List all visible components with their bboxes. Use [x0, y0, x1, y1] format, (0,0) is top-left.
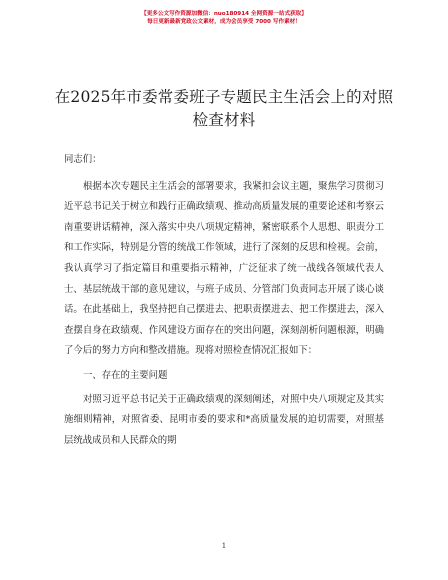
- document-title: 在2025年市委常委班子专题民主生活会上的对照检查材料: [54, 88, 394, 129]
- document-body: [64, 150, 384, 451]
- intro-paragraph: 根据本次专题民主生活会的部署要求，我紧扣会议主题，聚焦学习贯彻习近平总书记关于树立和践行正确政绩观、推动高质量发展的重要论述和考察云南重要讲话精神，深入落实中央八项规定精神，紧密联系个人思想、职责分工和工作实际，特别是分管的统战工作领域，进行了深刻的反思和检视。会前，我认真学习了指定篇目和重要指示精神，广泛征求了统一战线各领域代表人士、基层统战干部的意见建议，与班子成员、分管部门负责同志开展了谈心谈话。在此基础上，我坚持把自己摆进去、把职责摆进去、把工作摆进去，深入查摆自身在政绩观、作风建设方面存在的突出问题，深刻剖析问题根源，明确了今后的努力方向和整改措施。现将对照检查情况汇报如下：: [64, 180, 384, 357]
- promo-banner: [0, 10, 448, 27]
- greeting: 同志们：: [64, 154, 102, 165]
- section-paragraph: 对照习近平总书记关于正确政绩观的深刻阐述，对照中央八项规定及其实施细则精神，对照省委、昆明市委的要求和*高质量发展的迫切需要，对照基层统战成员和人民群众的期: [64, 393, 384, 446]
- promo-banner-line-1: 【更多公文写作资源加微信：nuo180914 全网资源一站式获取】: [141, 11, 307, 17]
- page-number: 1: [221, 542, 227, 550]
- promo-banner-line-2: 每日更新最新党政公文素材，成为会员享受 7000 写作素材！: [147, 19, 301, 25]
- section-heading: 一、存在的主要问题: [83, 369, 168, 381]
